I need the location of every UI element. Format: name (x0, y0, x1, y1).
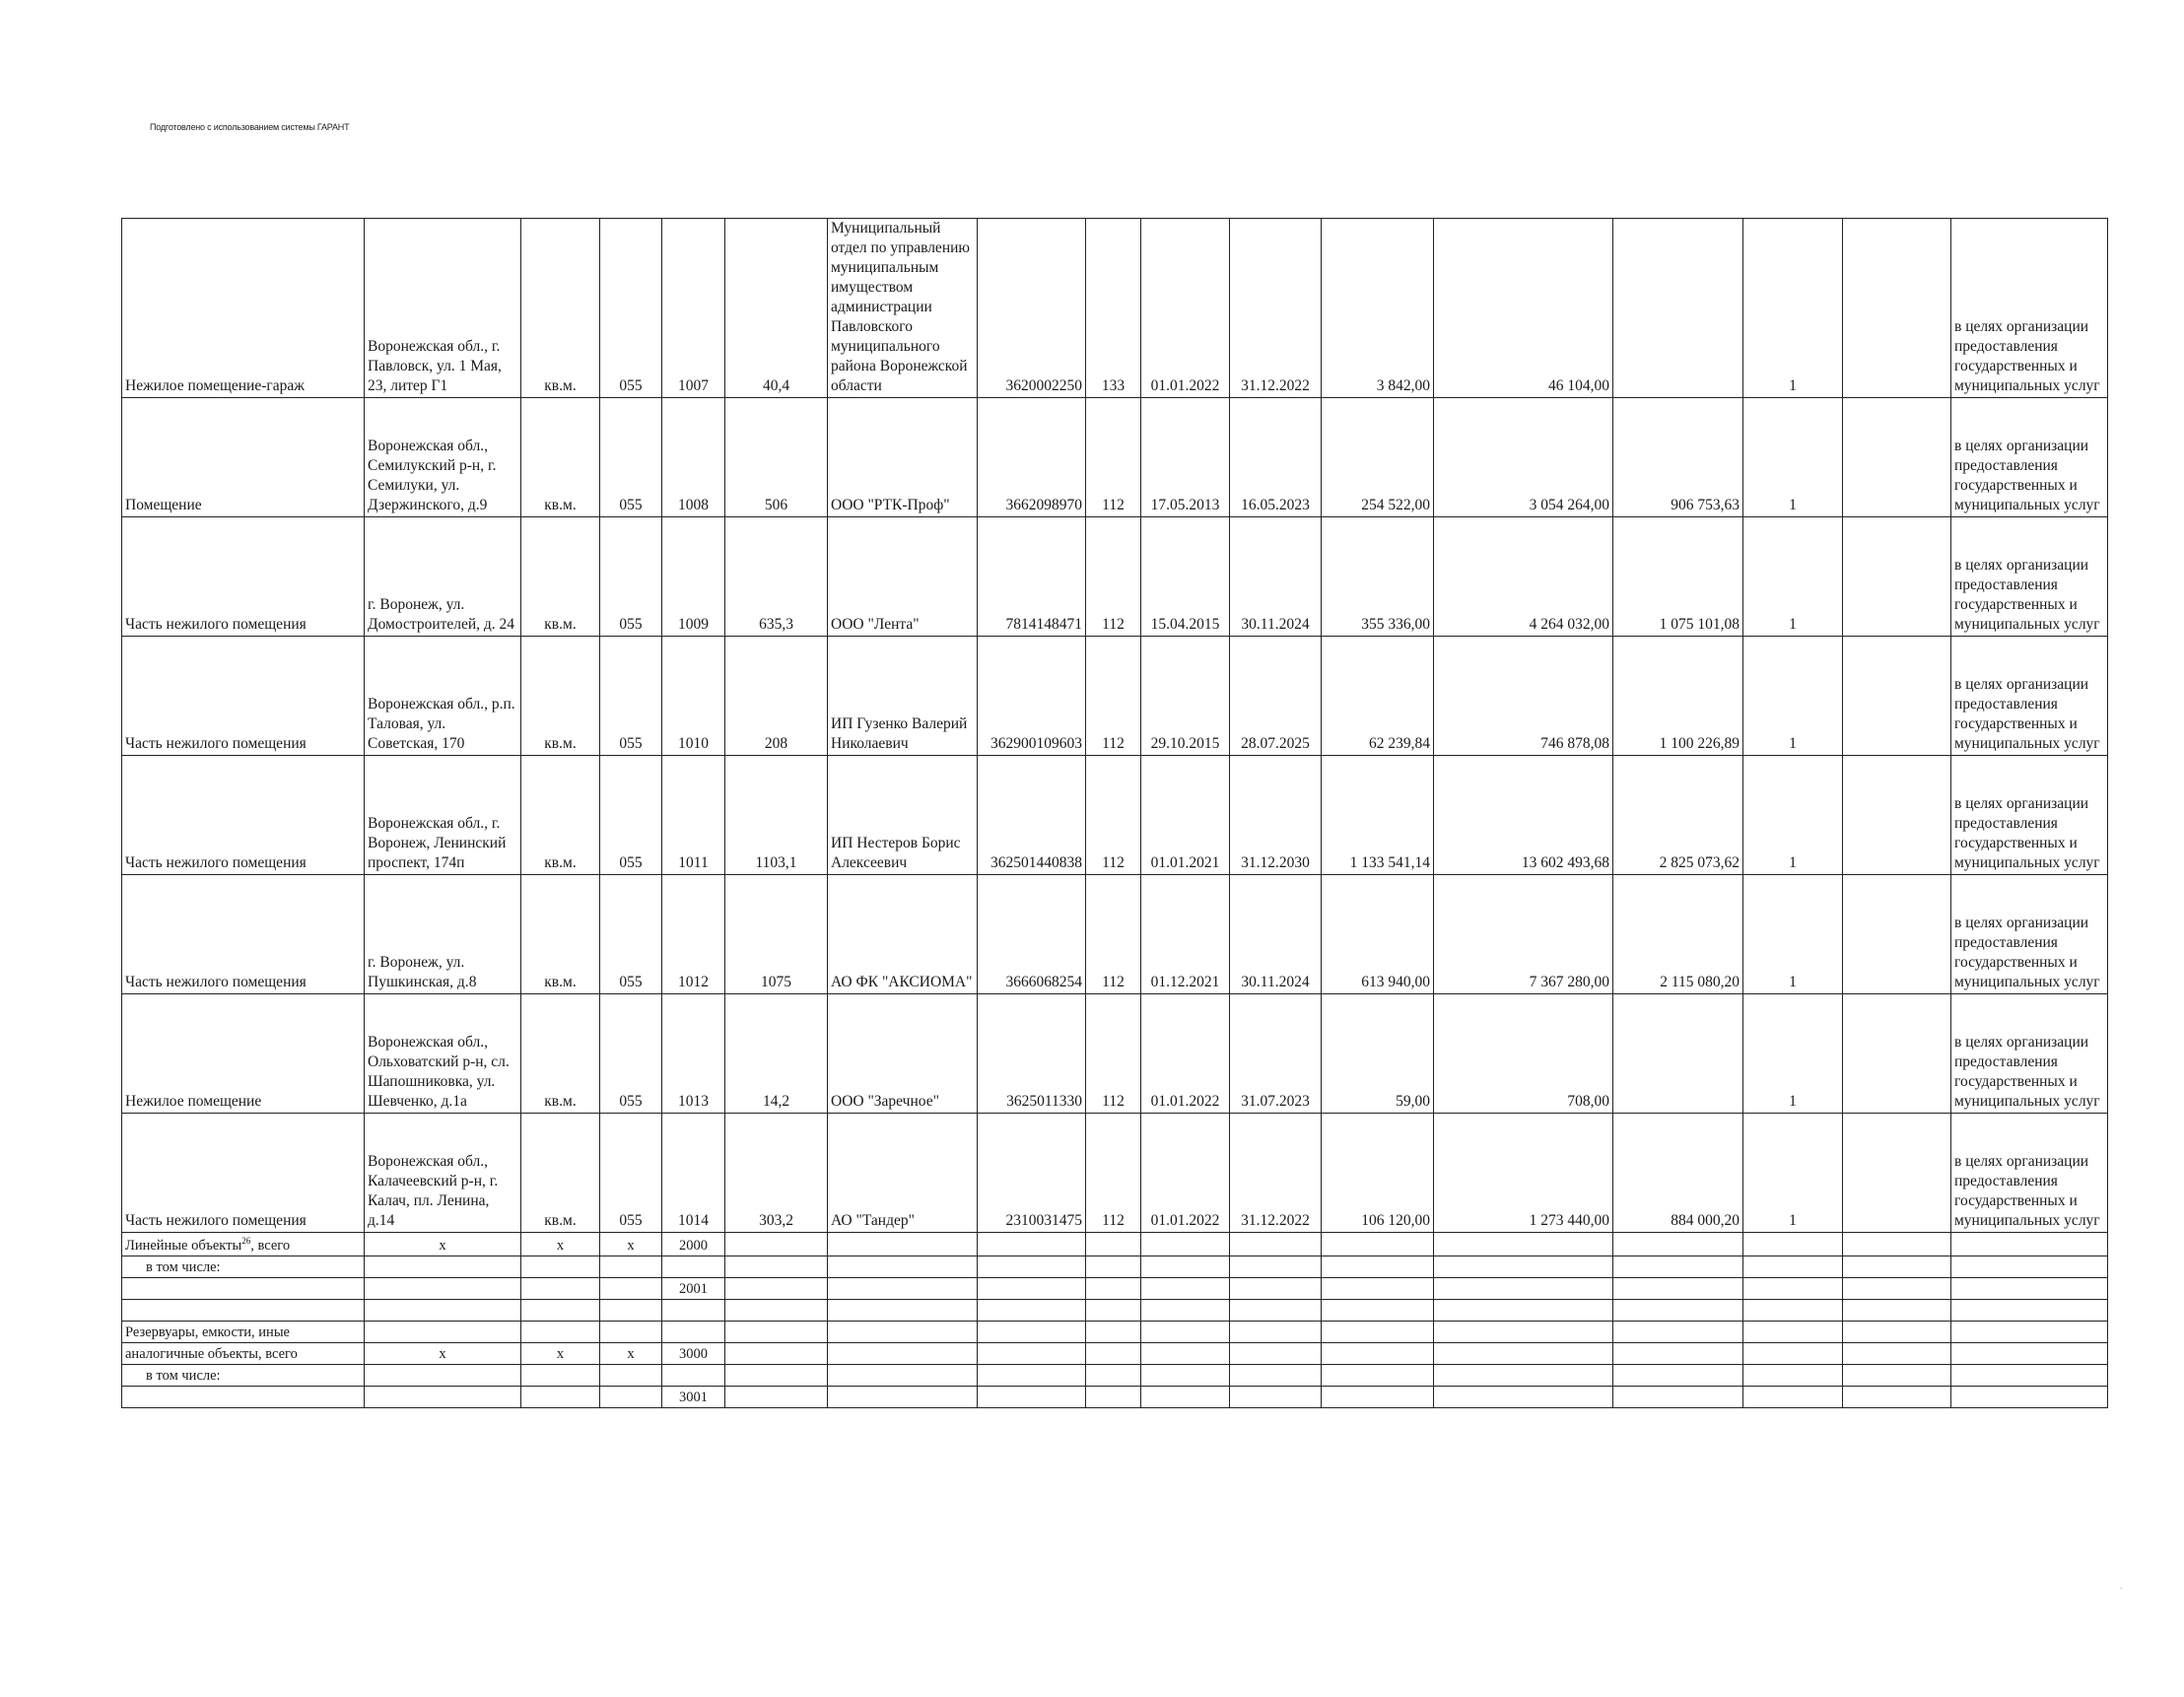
row-unit: кв.м. (521, 517, 600, 637)
row-date-end: 30.11.2024 (1230, 875, 1322, 994)
row-line-code: 1009 (662, 517, 725, 637)
row-month-pay: 59,00 (1322, 994, 1434, 1114)
row-unit: кв.м. (521, 756, 600, 875)
row-year-pay: 746 878,08 (1434, 637, 1613, 756)
linear-code: 2000 (662, 1233, 725, 1256)
row-quantity: 1 (1743, 875, 1843, 994)
row-name: Часть нежилого помещения (122, 756, 365, 875)
row-address: Воронежская обл., Калачеевский р-н, г. Калач, пл. Ленина, д.14 (365, 1114, 521, 1233)
row-line-code: 1008 (662, 398, 725, 517)
row-date-end: 30.11.2024 (1230, 517, 1322, 637)
reservoirs-label-1: Резервуары, емкости, иные (122, 1321, 365, 1342)
row-month-pay: 254 522,00 (1322, 398, 1434, 517)
row-month-pay: 106 120,00 (1322, 1114, 1434, 1233)
row-purpose: в целях организации предоставления государственных и муниципальных услуг (1951, 517, 2108, 637)
row-address: г. Воронеж, ул. Домостроителей, д. 24 (365, 517, 521, 637)
row-inn: 3662098970 (978, 398, 1086, 517)
row-quantity: 1 (1743, 756, 1843, 875)
row-tenant: ИП Нестеров Борис Алексеевич (828, 756, 978, 875)
row-inn: 2310031475 (978, 1114, 1086, 1233)
row-name: Помещение (122, 398, 365, 517)
table-row (122, 398, 2108, 517)
row-basis-code: 133 (1086, 219, 1141, 398)
reservoirs-row-2: аналогичные объекты, всего x x x 3000 (122, 1342, 2108, 1364)
row-extra (1843, 219, 1951, 398)
reservoirs-sub-row (122, 1386, 2108, 1407)
row-basis-code: 112 (1086, 398, 1141, 517)
row-month-pay: 613 940,00 (1322, 875, 1434, 994)
row-date-end: 28.07.2025 (1230, 637, 1322, 756)
row-unit-code: 055 (600, 875, 662, 994)
linear-sub-code: 2001 (662, 1277, 725, 1299)
row-address: Воронежская обл., г. Воронеж, Ленинский проспект, 174п (365, 756, 521, 875)
row-purpose: в целях организации предоставления государственных и муниципальных услуг (1951, 1114, 2108, 1233)
row-extra (1843, 517, 1951, 637)
table-row (122, 875, 2108, 994)
row-name: Часть нежилого помещения (122, 637, 365, 756)
row-unit-code: 055 (600, 994, 662, 1114)
row-basis-code: 112 (1086, 517, 1141, 637)
property-table (121, 218, 2108, 1408)
row-debt: 884 000,20 (1613, 1114, 1743, 1233)
linear-incl-row: в том числе: (122, 1256, 2108, 1277)
row-quantity: 1 (1743, 517, 1843, 637)
row-date-start: 01.01.2021 (1141, 756, 1230, 875)
row-debt: 906 753,63 (1613, 398, 1743, 517)
row-extra (1843, 398, 1951, 517)
row-purpose: в целях организации предоставления государственных и муниципальных услуг (1951, 219, 2108, 398)
row-area: 635,3 (725, 517, 828, 637)
row-month-pay: 355 336,00 (1322, 517, 1434, 637)
row-year-pay: 708,00 (1434, 994, 1613, 1114)
row-quantity: 1 (1743, 398, 1843, 517)
row-line-code: 1012 (662, 875, 725, 994)
row-date-start: 01.01.2022 (1141, 994, 1230, 1114)
row-tenant: ООО "Лента" (828, 517, 978, 637)
row-date-start: 01.01.2022 (1141, 219, 1230, 398)
reservoirs-label-2: аналогичные объекты, всего (122, 1342, 365, 1364)
row-debt: 1 075 101,08 (1613, 517, 1743, 637)
row-basis-code: 112 (1086, 1114, 1141, 1233)
row-area: 1103,1 (725, 756, 828, 875)
row-address: г. Воронеж, ул. Пушкинская, д.8 (365, 875, 521, 994)
row-unit-code: 055 (600, 1114, 662, 1233)
row-tenant: ООО "РТК-Проф" (828, 398, 978, 517)
row-inn: 3620002250 (978, 219, 1086, 398)
row-inn: 3666068254 (978, 875, 1086, 994)
row-unit-code: 055 (600, 219, 662, 398)
row-area: 1075 (725, 875, 828, 994)
row-date-end: 31.12.2022 (1230, 1114, 1322, 1233)
row-address: Воронежская обл., г. Павловск, ул. 1 Мая, 23, литер Г1 (365, 219, 521, 398)
row-date-end: 16.05.2023 (1230, 398, 1322, 517)
row-extra (1843, 875, 1951, 994)
row-name: Часть нежилого помещения (122, 875, 365, 994)
row-month-pay: 62 239,84 (1322, 637, 1434, 756)
row-unit-code: 055 (600, 517, 662, 637)
row-area: 208 (725, 637, 828, 756)
row-line-code: 1014 (662, 1114, 725, 1233)
row-line-code: 1013 (662, 994, 725, 1114)
row-unit: кв.м. (521, 398, 600, 517)
row-area: 14,2 (725, 994, 828, 1114)
row-unit-code: 055 (600, 637, 662, 756)
row-area: 40,4 (725, 219, 828, 398)
row-name: Нежилое помещение (122, 994, 365, 1114)
row-debt (1613, 994, 1743, 1114)
row-quantity: 1 (1743, 637, 1843, 756)
row-line-code: 1011 (662, 756, 725, 875)
row-unit: кв.м. (521, 219, 600, 398)
row-purpose: в целях организации предоставления государственных и муниципальных услуг (1951, 637, 2108, 756)
page-mark: · (2119, 1581, 2124, 1595)
row-extra (1843, 1114, 1951, 1233)
row-date-start: 15.04.2015 (1141, 517, 1230, 637)
row-area: 506 (725, 398, 828, 517)
row-quantity: 1 (1743, 219, 1843, 398)
reservoirs-incl-row: в том числе: (122, 1364, 2108, 1386)
reservoirs-row-1 (122, 1321, 2108, 1342)
row-date-start: 01.12.2021 (1141, 875, 1230, 994)
garant-note: Подготовлено с использованием системы ГАРАНТ (150, 122, 350, 132)
reservoirs-code: 3000 (662, 1342, 725, 1364)
row-area: 303,2 (725, 1114, 828, 1233)
row-address: Воронежская обл., Семилукский р-н, г. Семилуки, ул. Дзержинского, д.9 (365, 398, 521, 517)
row-date-start: 01.01.2022 (1141, 1114, 1230, 1233)
row-name: Нежилое помещение-гараж (122, 219, 365, 398)
row-tenant: ООО "Заречное" (828, 994, 978, 1114)
row-extra (1843, 637, 1951, 756)
row-purpose: в целях организации предоставления государственных и муниципальных услуг (1951, 994, 2108, 1114)
row-tenant: АО ФК "АКСИОМА" (828, 875, 978, 994)
row-month-pay: 1 133 541,14 (1322, 756, 1434, 875)
linear-objects-row: Линейные объекты$^{26}$, всего x x x 2000 (122, 1233, 2108, 1256)
row-quantity: 1 (1743, 1114, 1843, 1233)
blank-row (122, 1299, 2108, 1321)
row-name: Часть нежилого помещения (122, 517, 365, 637)
row-debt: 2 825 073,62 (1613, 756, 1743, 875)
row-basis-code: 112 (1086, 637, 1141, 756)
row-unit: кв.м. (521, 637, 600, 756)
row-unit-code: 055 (600, 398, 662, 517)
row-year-pay: 13 602 493,68 (1434, 756, 1613, 875)
linear-objects-label: Линейные объекты$^{26}$, всего (122, 1233, 365, 1256)
row-basis-code: 112 (1086, 875, 1141, 994)
row-inn: 7814148471 (978, 517, 1086, 637)
row-line-code: 1010 (662, 637, 725, 756)
row-year-pay: 7 367 280,00 (1434, 875, 1613, 994)
row-unit: кв.м. (521, 1114, 600, 1233)
row-year-pay: 46 104,00 (1434, 219, 1613, 398)
row-date-start: 29.10.2015 (1141, 637, 1230, 756)
row-month-pay: 3 842,00 (1322, 219, 1434, 398)
row-year-pay: 1 273 440,00 (1434, 1114, 1613, 1233)
row-inn: 362501440838 (978, 756, 1086, 875)
row-inn: 3625011330 (978, 994, 1086, 1114)
row-tenant: Муниципальный отдел по управлению муниципальным имуществом администрации Павловского муниципального района Воронежской области (828, 219, 978, 398)
table-row (122, 1114, 2108, 1233)
row-unit: кв.м. (521, 994, 600, 1114)
row-basis-code: 112 (1086, 756, 1141, 875)
row-unit-code: 055 (600, 756, 662, 875)
row-year-pay: 4 264 032,00 (1434, 517, 1613, 637)
row-unit: кв.м. (521, 875, 600, 994)
row-name: Часть нежилого помещения (122, 1114, 365, 1233)
row-tenant: ИП Гузенко Валерий Николаевич (828, 637, 978, 756)
row-purpose: в целях организации предоставления государственных и муниципальных услуг (1951, 756, 2108, 875)
linear-sub-row (122, 1277, 2108, 1299)
row-date-end: 31.12.2030 (1230, 756, 1322, 875)
row-address: Воронежская обл., Ольховатский р-н, сл. Шапошниковка, ул. Шевченко, д.1а (365, 994, 521, 1114)
row-extra (1843, 756, 1951, 875)
row-purpose: в целях организации предоставления государственных и муниципальных услуг (1951, 875, 2108, 994)
row-date-end: 31.07.2023 (1230, 994, 1322, 1114)
row-address: Воронежская обл., р.п. Таловая, ул. Советская, 170 (365, 637, 521, 756)
row-debt (1613, 219, 1743, 398)
table-row (122, 994, 2108, 1114)
row-basis-code: 112 (1086, 994, 1141, 1114)
row-extra (1843, 994, 1951, 1114)
table-row (122, 756, 2108, 875)
row-date-start: 17.05.2013 (1141, 398, 1230, 517)
row-debt: 2 115 080,20 (1613, 875, 1743, 994)
row-year-pay: 3 054 264,00 (1434, 398, 1613, 517)
row-line-code: 1007 (662, 219, 725, 398)
table-row (122, 517, 2108, 637)
row-date-end: 31.12.2022 (1230, 219, 1322, 398)
row-debt: 1 100 226,89 (1613, 637, 1743, 756)
table-row (122, 637, 2108, 756)
reservoirs-sub-code: 3001 (662, 1386, 725, 1407)
table-row (122, 219, 2108, 398)
row-quantity: 1 (1743, 994, 1843, 1114)
row-tenant: АО "Тандер" (828, 1114, 978, 1233)
row-inn: 362900109603 (978, 637, 1086, 756)
row-purpose: в целях организации предоставления государственных и муниципальных услуг (1951, 398, 2108, 517)
